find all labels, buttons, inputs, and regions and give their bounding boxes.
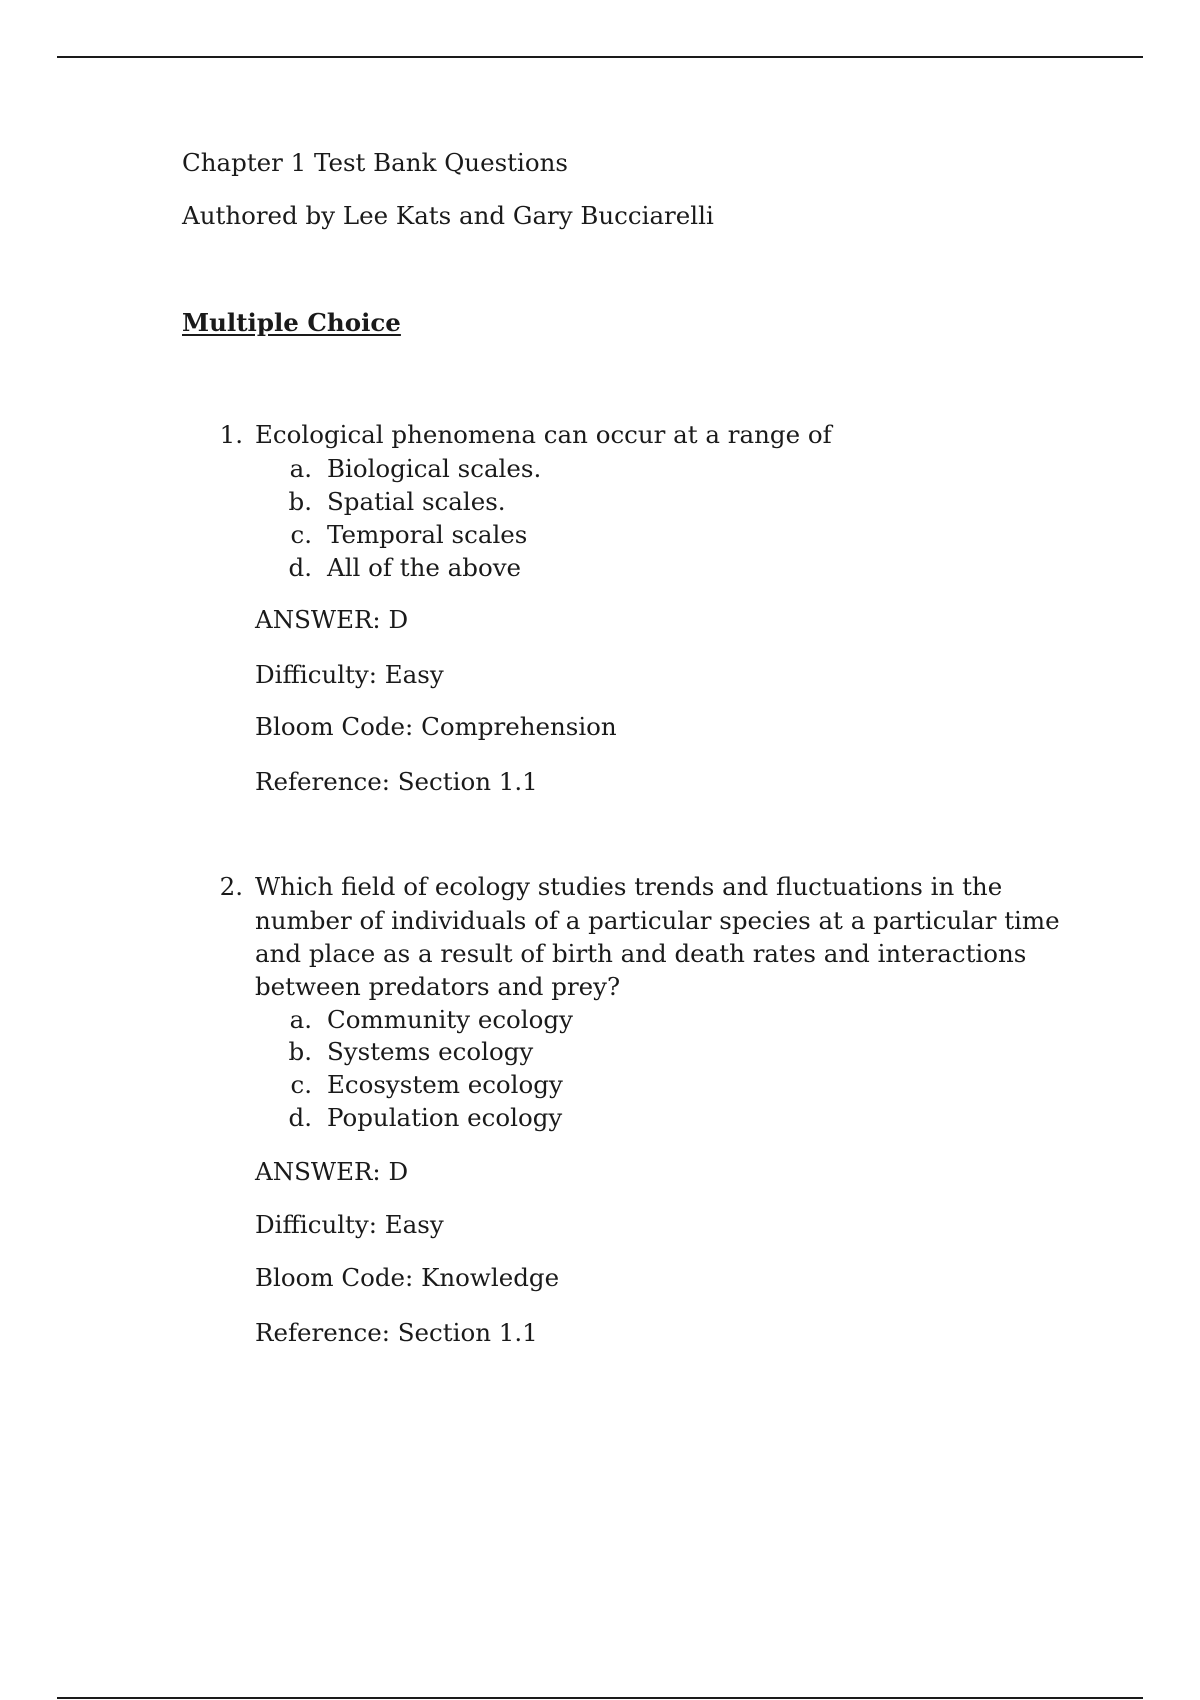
document-author: Authored by Lee Kats and Gary Bucciarelli [182, 201, 714, 230]
option-letter: b. [288, 1037, 312, 1066]
bloom-code-line: Bloom Code: Comprehension [255, 712, 617, 741]
option-text: Biological scales. [327, 454, 542, 483]
option-letter: c. [290, 1070, 312, 1099]
answer-line: ANSWER: D [255, 605, 409, 634]
footer-rule [57, 1697, 1143, 1699]
option-text: All of the above [327, 553, 522, 582]
option-text: Temporal scales [327, 520, 528, 549]
header-rule [57, 56, 1143, 58]
difficulty-line: Difficulty: Easy [255, 1210, 444, 1239]
reference-line: Reference: Section 1.1 [255, 1318, 538, 1347]
bloom-code-line: Bloom Code: Knowledge [255, 1263, 560, 1292]
document-title: Chapter 1 Test Bank Questions [182, 148, 568, 177]
option-letter: d. [288, 553, 312, 582]
reference-line: Reference: Section 1.1 [255, 767, 538, 796]
question-number: 1. [219, 420, 243, 449]
section-heading: Multiple Choice [182, 308, 401, 337]
option-text: Community ecology [327, 1005, 573, 1034]
question-text-line: and place as a result of birth and death rates and interactions [255, 939, 1027, 968]
difficulty-line: Difficulty: Easy [255, 660, 444, 689]
option-letter: b. [288, 487, 312, 516]
option-letter: d. [288, 1103, 312, 1132]
option-text: Systems ecology [327, 1037, 534, 1066]
option-letter: c. [290, 520, 312, 549]
question-text-line: number of individuals of a particular species at a particular time [255, 906, 1060, 935]
option-letter: a. [289, 454, 312, 483]
question-text-line: Which field of ecology studies trends and fluctuations in the [255, 872, 1003, 901]
question-number: 2. [219, 872, 243, 901]
question-text: Ecological phenomena can occur at a range of [255, 420, 832, 449]
option-text: Spatial scales. [327, 487, 506, 516]
question-text-line: between predators and prey? [255, 972, 621, 1001]
option-text: Ecosystem ecology [327, 1070, 563, 1099]
answer-line: ANSWER: D [255, 1157, 409, 1186]
option-text: Population ecology [327, 1103, 563, 1132]
option-letter: a. [289, 1005, 312, 1034]
